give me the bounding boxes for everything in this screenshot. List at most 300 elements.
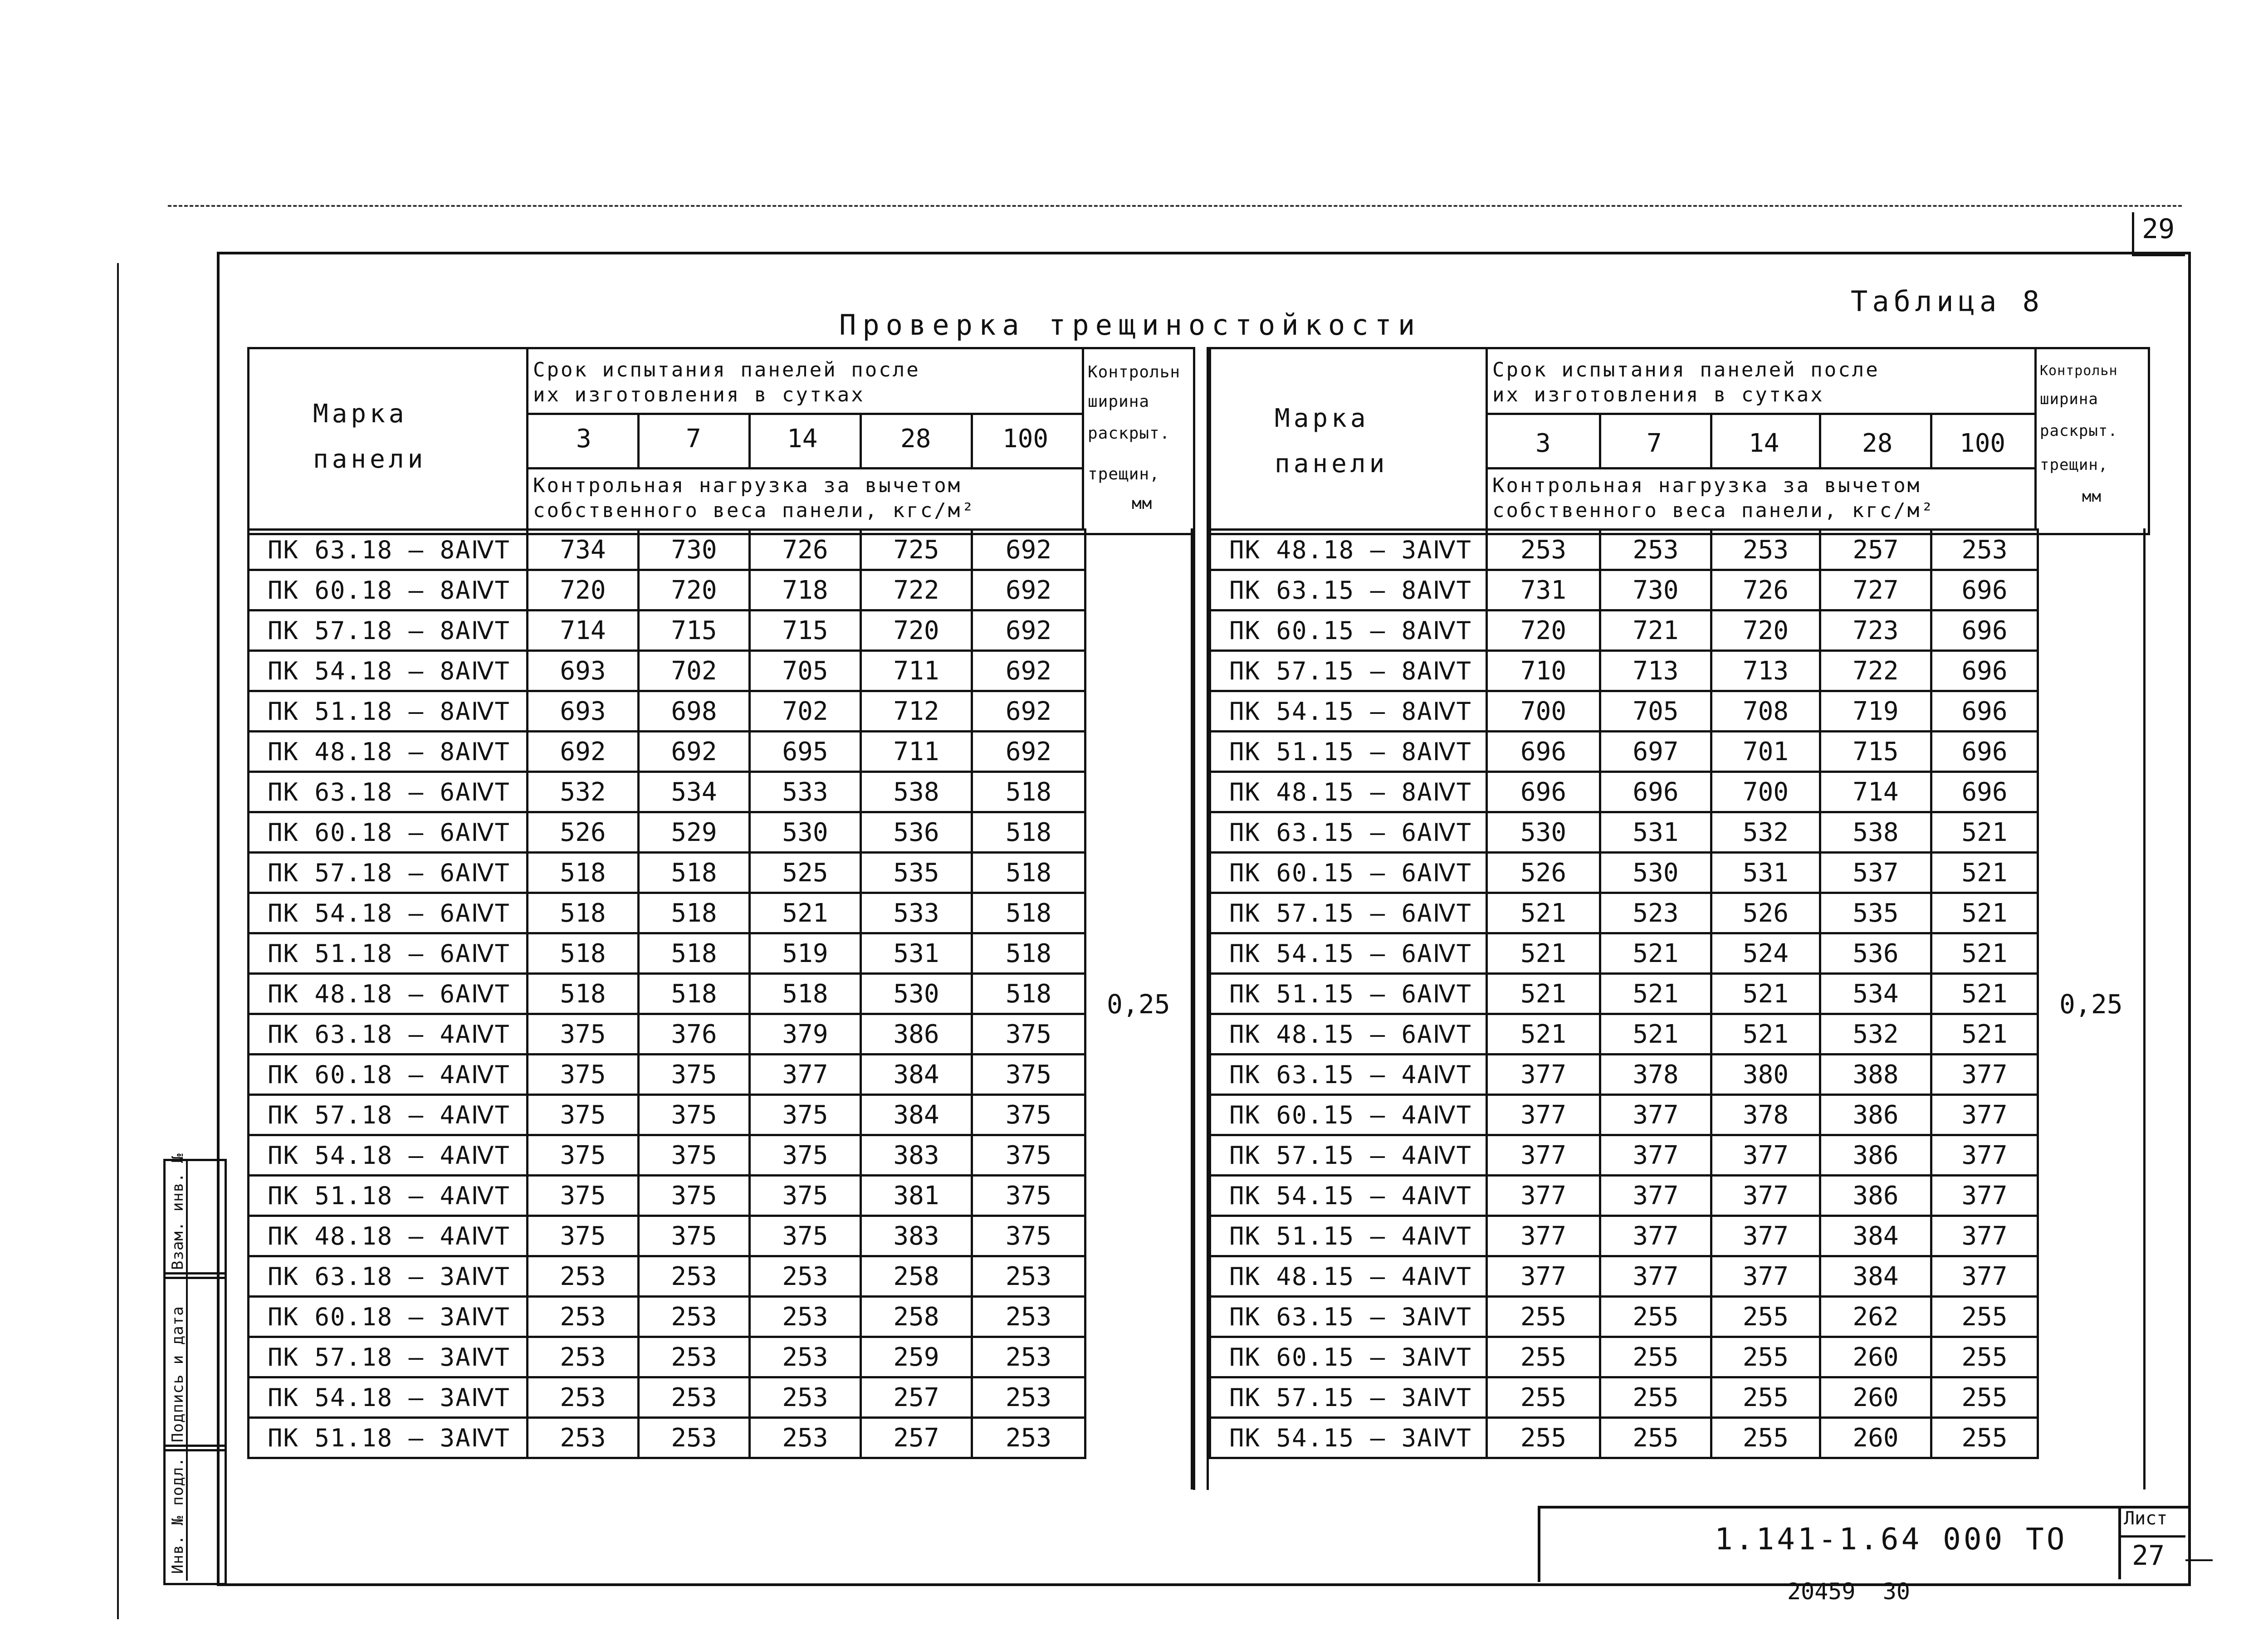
load-value-cell: 377 xyxy=(1600,1095,1711,1135)
left-table-row xyxy=(249,812,1085,853)
load-value-cell: 255 xyxy=(1711,1337,1820,1377)
load-value-cell: 260 xyxy=(1820,1377,1931,1418)
load-value-cell: 381 xyxy=(861,1176,972,1216)
load-value-cell: 377 xyxy=(1931,1216,2038,1256)
right-table-row xyxy=(1210,1095,2038,1135)
load-value-cell: 526 xyxy=(1487,853,1600,893)
load-value-cell: 262 xyxy=(1820,1297,1931,1337)
left-day-7: 7 xyxy=(686,424,701,454)
panel-mark-cell: ПК 57.15 – 6АⅣТ xyxy=(1210,893,1487,933)
left-crack-header-1: Контрольн xyxy=(1088,363,1181,381)
panel-mark-cell: ПК 48.18 – 3АⅣТ xyxy=(1210,530,1487,570)
right-crack-header-1: Контрольн xyxy=(2040,363,2118,379)
load-value-cell: 255 xyxy=(1600,1377,1711,1418)
load-value-cell: 258 xyxy=(861,1297,972,1337)
load-value-cell: 720 xyxy=(639,570,750,610)
load-value-cell: 702 xyxy=(750,691,861,732)
load-value-cell: 715 xyxy=(750,610,861,651)
load-value-cell: 530 xyxy=(1600,853,1711,893)
load-value-cell: 258 xyxy=(861,1256,972,1297)
panel-mark-cell: ПК 57.15 – 8АⅣТ xyxy=(1210,651,1487,691)
load-value-cell: 253 xyxy=(1487,530,1600,570)
right-table-row xyxy=(1210,1216,2038,1256)
left-table-row xyxy=(249,1256,1085,1297)
panel-mark-cell: ПК 57.18 – 8АⅣТ xyxy=(249,610,528,651)
panel-mark-cell: ПК 54.18 – 6АⅣТ xyxy=(249,893,528,933)
load-value-cell: 384 xyxy=(861,1095,972,1135)
load-value-cell: 693 xyxy=(528,691,639,732)
panel-mark-cell: ПК 63.18 – 6АⅣТ xyxy=(249,772,528,812)
load-value-cell: 375 xyxy=(750,1176,861,1216)
load-value-cell: 532 xyxy=(1711,812,1820,853)
left-table-row xyxy=(249,610,1085,651)
load-value-cell: 708 xyxy=(1711,691,1820,732)
load-value-cell: 530 xyxy=(861,974,972,1014)
left-term-header-1: Срок испытания панелей после xyxy=(533,358,920,381)
load-value-cell: 705 xyxy=(750,651,861,691)
load-value-cell: 526 xyxy=(1711,893,1820,933)
load-value-cell: 692 xyxy=(639,732,750,772)
left-mark-header-1: Марка xyxy=(313,399,408,429)
right-day-14: 14 xyxy=(1749,429,1779,458)
left-crack-header-5: мм xyxy=(1132,494,1153,513)
load-value-cell: 377 xyxy=(1600,1256,1711,1297)
load-value-cell: 722 xyxy=(1820,651,1931,691)
panel-mark-cell: ПК 48.18 – 4АⅣТ xyxy=(249,1216,528,1256)
stamp-sheet-number: 27 xyxy=(2132,1540,2165,1572)
load-value-cell: 377 xyxy=(1600,1135,1711,1176)
load-value-cell: 518 xyxy=(528,933,639,974)
load-value-cell: 255 xyxy=(1600,1418,1711,1458)
load-value-cell: 695 xyxy=(750,732,861,772)
right-table-row xyxy=(1210,1297,2038,1337)
left-table-row xyxy=(249,1135,1085,1176)
load-value-cell: 700 xyxy=(1487,691,1600,732)
load-value-cell: 377 xyxy=(1711,1135,1820,1176)
left-table-row xyxy=(249,974,1085,1014)
load-value-cell: 253 xyxy=(528,1337,639,1377)
load-value-cell: 521 xyxy=(1931,853,2038,893)
panel-mark-cell: ПК 51.18 – 6АⅣТ xyxy=(249,933,528,974)
load-value-cell: 538 xyxy=(861,772,972,812)
right-crack-header-2: ширина xyxy=(2040,390,2098,408)
load-value-cell: 530 xyxy=(1487,812,1600,853)
left-table-row xyxy=(249,1055,1085,1095)
load-value-cell: 533 xyxy=(750,772,861,812)
load-value-cell: 260 xyxy=(1820,1337,1931,1377)
load-value-cell: 734 xyxy=(528,530,639,570)
load-value-cell: 521 xyxy=(1600,974,1711,1014)
load-value-cell: 521 xyxy=(1600,933,1711,974)
right-table-row xyxy=(1210,1377,2038,1418)
panel-mark-cell: ПК 60.18 – 8АⅣТ xyxy=(249,570,528,610)
load-value-cell: 377 xyxy=(1487,1256,1600,1297)
panel-mark-cell: ПК 48.15 – 4АⅣТ xyxy=(1210,1256,1487,1297)
load-value-cell: 518 xyxy=(639,853,750,893)
load-value-cell: 375 xyxy=(639,1216,750,1256)
panel-mark-cell: ПК 63.18 – 4АⅣТ xyxy=(249,1014,528,1055)
load-value-cell: 518 xyxy=(639,893,750,933)
load-value-cell: 253 xyxy=(528,1418,639,1458)
panel-mark-cell: ПК 63.15 – 4АⅣТ xyxy=(1210,1055,1487,1095)
load-value-cell: 386 xyxy=(861,1014,972,1055)
load-value-cell: 255 xyxy=(1931,1297,2038,1337)
load-value-cell: 253 xyxy=(972,1377,1085,1418)
load-value-cell: 721 xyxy=(1600,610,1711,651)
load-value-cell: 696 xyxy=(1487,732,1600,772)
load-value-cell: 518 xyxy=(972,893,1085,933)
load-value-cell: 521 xyxy=(1931,1014,2038,1055)
right-table-row xyxy=(1210,691,2038,732)
load-value-cell: 696 xyxy=(1931,691,2038,732)
load-value-cell: 375 xyxy=(639,1055,750,1095)
left-table-row xyxy=(249,691,1085,732)
right-table-row xyxy=(1210,1176,2038,1216)
load-value-cell: 518 xyxy=(972,974,1085,1014)
load-value-cell: 693 xyxy=(528,651,639,691)
load-value-cell: 714 xyxy=(528,610,639,651)
load-value-cell: 253 xyxy=(639,1377,750,1418)
load-value-cell: 521 xyxy=(1931,893,2038,933)
panel-mark-cell: ПК 51.15 – 4АⅣТ xyxy=(1210,1216,1487,1256)
load-value-cell: 692 xyxy=(972,651,1085,691)
load-value-cell: 713 xyxy=(1600,651,1711,691)
right-mark-header-2: панели xyxy=(1275,449,1388,479)
load-value-cell: 377 xyxy=(1711,1256,1820,1297)
panel-mark-cell: ПК 60.15 – 4АⅣТ xyxy=(1210,1095,1487,1135)
load-value-cell: 696 xyxy=(1931,772,2038,812)
right-table-row xyxy=(1210,893,2038,933)
panel-mark-cell: ПК 60.15 – 6АⅣТ xyxy=(1210,853,1487,893)
load-value-cell: 711 xyxy=(861,651,972,691)
load-value-cell: 375 xyxy=(750,1135,861,1176)
load-value-cell: 253 xyxy=(972,1418,1085,1458)
load-value-cell: 701 xyxy=(1711,732,1820,772)
load-value-cell: 253 xyxy=(972,1297,1085,1337)
load-value-cell: 377 xyxy=(1931,1135,2038,1176)
table-separator xyxy=(1193,347,1195,1490)
panel-mark-cell: ПК 57.18 – 4АⅣТ xyxy=(249,1095,528,1135)
load-value-cell: 257 xyxy=(1820,530,1931,570)
load-value-cell: 532 xyxy=(1820,1014,1931,1055)
left-data-table xyxy=(247,528,1086,1459)
panel-mark-cell: ПК 51.15 – 6АⅣТ xyxy=(1210,974,1487,1014)
left-load-header-2: собственного веса панели, кгс/м² xyxy=(533,499,976,522)
load-value-cell: 720 xyxy=(861,610,972,651)
load-value-cell: 377 xyxy=(1487,1176,1600,1216)
load-value-cell: 719 xyxy=(1820,691,1931,732)
load-value-cell: 386 xyxy=(1820,1135,1931,1176)
right-mark-header-1: Марка xyxy=(1275,404,1369,433)
left-term-header-2: их изготовления в сутках xyxy=(533,383,865,406)
load-value-cell: 380 xyxy=(1711,1055,1820,1095)
right-table-row xyxy=(1210,933,2038,974)
load-value-cell: 255 xyxy=(1711,1418,1820,1458)
load-value-cell: 253 xyxy=(750,1418,861,1458)
load-value-cell: 375 xyxy=(639,1176,750,1216)
frame-left-mark xyxy=(117,263,119,1619)
right-table-row xyxy=(1210,1055,2038,1095)
load-value-cell: 529 xyxy=(639,812,750,853)
right-table-row xyxy=(1210,772,2038,812)
left-table-row xyxy=(249,651,1085,691)
load-value-cell: 386 xyxy=(1820,1095,1931,1135)
panel-mark-cell: ПК 60.18 – 6АⅣТ xyxy=(249,812,528,853)
panel-mark-cell: ПК 60.15 – 8АⅣТ xyxy=(1210,610,1487,651)
left-table-row xyxy=(249,1014,1085,1055)
load-value-cell: 375 xyxy=(750,1216,861,1256)
panel-mark-cell: ПК 57.15 – 4АⅣТ xyxy=(1210,1135,1487,1176)
panel-mark-cell: ПК 54.18 – 3АⅣТ xyxy=(249,1377,528,1418)
load-value-cell: 714 xyxy=(1820,772,1931,812)
load-value-cell: 518 xyxy=(972,853,1085,893)
load-value-cell: 726 xyxy=(750,530,861,570)
panel-mark-cell: ПК 54.15 – 6АⅣТ xyxy=(1210,933,1487,974)
load-value-cell: 377 xyxy=(1487,1216,1600,1256)
panel-mark-cell: ПК 54.15 – 4АⅣТ xyxy=(1210,1176,1487,1216)
load-value-cell: 715 xyxy=(1820,732,1931,772)
right-table-row xyxy=(1210,812,2038,853)
load-value-cell: 375 xyxy=(750,1095,861,1135)
right-table-row xyxy=(1210,1014,2038,1055)
load-value-cell: 253 xyxy=(750,1297,861,1337)
load-value-cell: 534 xyxy=(1820,974,1931,1014)
load-value-cell: 375 xyxy=(528,1176,639,1216)
load-value-cell: 715 xyxy=(639,610,750,651)
load-value-cell: 521 xyxy=(750,893,861,933)
load-value-cell: 518 xyxy=(972,933,1085,974)
left-mark-header-2: панели xyxy=(313,444,427,474)
load-value-cell: 532 xyxy=(528,772,639,812)
load-value-cell: 253 xyxy=(1931,530,2038,570)
right-table-row xyxy=(1210,1256,2038,1297)
panel-mark-cell: ПК 60.18 – 4АⅣТ xyxy=(249,1055,528,1095)
load-value-cell: 378 xyxy=(1600,1055,1711,1095)
load-value-cell: 531 xyxy=(861,933,972,974)
load-value-cell: 696 xyxy=(1931,651,2038,691)
load-value-cell: 260 xyxy=(1820,1418,1931,1458)
load-value-cell: 518 xyxy=(528,893,639,933)
left-crack-value: 0,25 xyxy=(1107,989,1170,1020)
load-value-cell: 375 xyxy=(972,1216,1085,1256)
load-value-cell: 521 xyxy=(1487,974,1600,1014)
load-value-cell: 521 xyxy=(1931,933,2038,974)
load-value-cell: 255 xyxy=(1931,1337,2038,1377)
load-value-cell: 253 xyxy=(639,1337,750,1377)
load-value-cell: 377 xyxy=(1600,1176,1711,1216)
load-value-cell: 534 xyxy=(639,772,750,812)
load-value-cell: 384 xyxy=(861,1055,972,1095)
panel-mark-cell: ПК 63.18 – 3АⅣТ xyxy=(249,1256,528,1297)
right-table-row xyxy=(1210,732,2038,772)
left-table-row xyxy=(249,772,1085,812)
load-value-cell: 255 xyxy=(1711,1297,1820,1337)
load-value-cell: 692 xyxy=(972,691,1085,732)
right-table-row xyxy=(1210,853,2038,893)
load-value-cell: 536 xyxy=(1820,933,1931,974)
load-value-cell: 383 xyxy=(861,1216,972,1256)
load-value-cell: 255 xyxy=(1487,1337,1600,1377)
load-value-cell: 375 xyxy=(972,1055,1085,1095)
load-value-cell: 375 xyxy=(528,1135,639,1176)
panel-mark-cell: ПК 57.18 – 3АⅣТ xyxy=(249,1337,528,1377)
right-table-row xyxy=(1210,651,2038,691)
load-value-cell: 377 xyxy=(1487,1135,1600,1176)
right-load-header-2: собственного веса панели, кгс/м² xyxy=(1492,499,1935,522)
load-value-cell: 521 xyxy=(1931,812,2038,853)
panel-mark-cell: ПК 48.18 – 6АⅣТ xyxy=(249,974,528,1014)
load-value-cell: 720 xyxy=(1711,610,1820,651)
load-value-cell: 521 xyxy=(1931,974,2038,1014)
load-value-cell: 375 xyxy=(972,1176,1085,1216)
load-value-cell: 384 xyxy=(1820,1256,1931,1297)
panel-mark-cell: ПК 63.15 – 8АⅣТ xyxy=(1210,570,1487,610)
load-value-cell: 255 xyxy=(1600,1297,1711,1337)
load-value-cell: 378 xyxy=(1711,1095,1820,1135)
top-dashed-line xyxy=(168,205,2182,207)
panel-mark-cell: ПК 60.15 – 3АⅣТ xyxy=(1210,1337,1487,1377)
load-value-cell: 521 xyxy=(1487,933,1600,974)
load-value-cell: 259 xyxy=(861,1337,972,1377)
left-table-row xyxy=(249,570,1085,610)
right-term-header-1: Срок испытания панелей после xyxy=(1492,358,1880,381)
load-value-cell: 377 xyxy=(1711,1216,1820,1256)
load-value-cell: 375 xyxy=(972,1095,1085,1135)
load-value-cell: 524 xyxy=(1711,933,1820,974)
load-value-cell: 375 xyxy=(972,1135,1085,1176)
load-value-cell: 725 xyxy=(861,530,972,570)
load-value-cell: 692 xyxy=(972,530,1085,570)
panel-mark-cell: ПК 54.15 – 8АⅣТ xyxy=(1210,691,1487,732)
left-table-row xyxy=(249,1095,1085,1135)
load-value-cell: 255 xyxy=(1487,1418,1600,1458)
load-value-cell: 731 xyxy=(1487,570,1600,610)
load-value-cell: 377 xyxy=(1487,1095,1600,1135)
load-value-cell: 255 xyxy=(1487,1297,1600,1337)
load-value-cell: 692 xyxy=(972,732,1085,772)
right-table-row xyxy=(1210,974,2038,1014)
left-crack-header-3: раскрыт. xyxy=(1088,424,1170,443)
left-table-row xyxy=(249,1377,1085,1418)
load-value-cell: 531 xyxy=(1711,853,1820,893)
page-title: Проверка трещиностойкости xyxy=(839,308,1422,342)
load-value-cell: 377 xyxy=(1931,1055,2038,1095)
footer-numbers: 20459 30 xyxy=(1787,1578,1910,1605)
load-value-cell: 698 xyxy=(639,691,750,732)
left-table-row xyxy=(249,1297,1085,1337)
right-crack-header-5: мм xyxy=(2082,488,2102,506)
right-load-header-1: Контрольная нагрузка за вычетом xyxy=(1492,474,1921,497)
panel-mark-cell: ПК 51.18 – 8АⅣТ xyxy=(249,691,528,732)
panel-mark-cell: ПК 51.18 – 3АⅣТ xyxy=(249,1418,528,1458)
panel-mark-cell: ПК 63.18 – 8АⅣТ xyxy=(249,530,528,570)
left-table-row xyxy=(249,1418,1085,1458)
load-value-cell: 253 xyxy=(972,1337,1085,1377)
right-table-row xyxy=(1210,1337,2038,1377)
load-value-cell: 521 xyxy=(1487,1014,1600,1055)
load-value-cell: 705 xyxy=(1600,691,1711,732)
left-day-28: 28 xyxy=(900,424,931,454)
sidebar-vzam-label: Взам. инв. № xyxy=(169,1153,187,1270)
load-value-cell: 253 xyxy=(528,1297,639,1337)
panel-mark-cell: ПК 63.15 – 6АⅣТ xyxy=(1210,812,1487,853)
load-value-cell: 518 xyxy=(528,853,639,893)
load-value-cell: 377 xyxy=(1931,1095,2038,1135)
load-value-cell: 521 xyxy=(1711,974,1820,1014)
panel-mark-cell: ПК 54.15 – 3АⅣТ xyxy=(1210,1418,1487,1458)
right-crack-header-3: раскрыт. xyxy=(2040,422,2118,440)
load-value-cell: 253 xyxy=(750,1337,861,1377)
load-value-cell: 526 xyxy=(528,812,639,853)
right-crack-value: 0,25 xyxy=(2059,989,2123,1020)
load-value-cell: 253 xyxy=(1600,530,1711,570)
load-value-cell: 255 xyxy=(1600,1337,1711,1377)
panel-mark-cell: ПК 60.18 – 3АⅣТ xyxy=(249,1297,528,1337)
load-value-cell: 696 xyxy=(1931,610,2038,651)
sidebar-inv-label: Инв. № подл. xyxy=(169,1457,187,1574)
load-value-cell: 377 xyxy=(1711,1176,1820,1216)
load-value-cell: 377 xyxy=(750,1055,861,1095)
right-term-header-2: их изготовления в сутках xyxy=(1492,383,1824,406)
left-day-100: 100 xyxy=(1002,424,1049,454)
load-value-cell: 253 xyxy=(528,1256,639,1297)
right-day-7: 7 xyxy=(1647,429,1662,458)
load-value-cell: 257 xyxy=(861,1377,972,1418)
load-value-cell: 521 xyxy=(1600,1014,1711,1055)
left-table-row xyxy=(249,530,1085,570)
left-table-row xyxy=(249,1216,1085,1256)
load-value-cell: 518 xyxy=(528,974,639,1014)
load-value-cell: 518 xyxy=(750,974,861,1014)
load-value-cell: 713 xyxy=(1711,651,1820,691)
load-value-cell: 253 xyxy=(639,1256,750,1297)
left-table-row xyxy=(249,893,1085,933)
load-value-cell: 696 xyxy=(1487,772,1600,812)
load-value-cell: 253 xyxy=(972,1256,1085,1297)
load-value-cell: 537 xyxy=(1820,853,1931,893)
panel-mark-cell: ПК 48.15 – 8АⅣТ xyxy=(1210,772,1487,812)
load-value-cell: 723 xyxy=(1820,610,1931,651)
left-load-header-1: Контрольная нагрузка за вычетом xyxy=(533,474,962,497)
right-table-row xyxy=(1210,1135,2038,1176)
panel-mark-cell: ПК 57.15 – 3АⅣТ xyxy=(1210,1377,1487,1418)
page-number: 29 xyxy=(2142,213,2175,245)
load-value-cell: 535 xyxy=(861,853,972,893)
load-value-cell: 253 xyxy=(639,1418,750,1458)
load-value-cell: 518 xyxy=(972,772,1085,812)
load-value-cell: 253 xyxy=(528,1377,639,1418)
load-value-cell: 720 xyxy=(1487,610,1600,651)
load-value-cell: 377 xyxy=(1487,1055,1600,1095)
load-value-cell: 386 xyxy=(1820,1176,1931,1216)
load-value-cell: 523 xyxy=(1600,893,1711,933)
right-table-row xyxy=(1210,530,2038,570)
load-value-cell: 375 xyxy=(528,1216,639,1256)
left-day-14: 14 xyxy=(787,424,818,454)
panel-mark-cell: ПК 63.15 – 3АⅣТ xyxy=(1210,1297,1487,1337)
load-value-cell: 692 xyxy=(528,732,639,772)
left-table-row xyxy=(249,1337,1085,1377)
load-value-cell: 375 xyxy=(972,1014,1085,1055)
load-value-cell: 718 xyxy=(750,570,861,610)
load-value-cell: 518 xyxy=(639,933,750,974)
left-table-row xyxy=(249,933,1085,974)
load-value-cell: 255 xyxy=(1931,1418,2038,1458)
load-value-cell: 377 xyxy=(1931,1176,2038,1216)
load-value-cell: 711 xyxy=(861,732,972,772)
load-value-cell: 383 xyxy=(861,1135,972,1176)
load-value-cell: 253 xyxy=(1711,530,1820,570)
